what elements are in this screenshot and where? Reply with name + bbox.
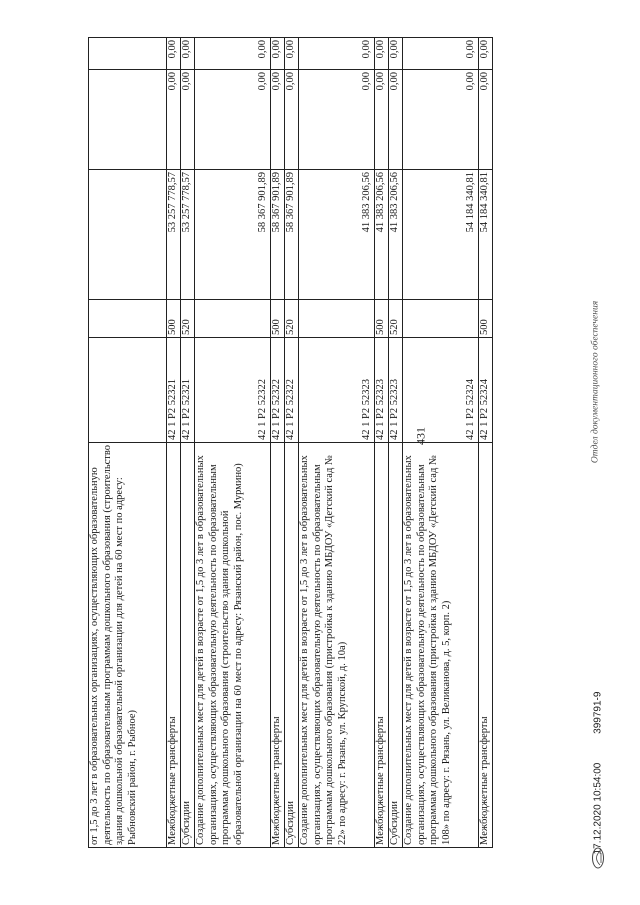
table-row bbox=[195, 38, 271, 848]
row-amount-3: 0,00 bbox=[181, 38, 195, 70]
row-name: Межбюджетные трансферты bbox=[167, 443, 181, 848]
table-row bbox=[167, 38, 181, 848]
row-amount-2 bbox=[89, 70, 167, 170]
row-amount-3: 0,00 bbox=[271, 38, 285, 70]
row-code: 42 1 P2 52323 bbox=[299, 338, 375, 443]
row-name: Субсидии bbox=[285, 443, 299, 848]
row-code: 42 1 P2 52321 bbox=[181, 338, 195, 443]
row-amount-2: 0,00 bbox=[403, 70, 479, 170]
table-row bbox=[285, 38, 299, 848]
row-amount-2: 0,00 bbox=[271, 70, 285, 170]
row-amount-2: 0,00 bbox=[195, 70, 271, 170]
row-name: Субсидии bbox=[181, 443, 195, 848]
row-amount-3 bbox=[89, 38, 167, 70]
row-type: 500 bbox=[271, 300, 285, 338]
table-row bbox=[479, 38, 493, 848]
row-code: 42 1 P2 52322 bbox=[195, 338, 271, 443]
row-code: 42 1 P2 52324 bbox=[479, 338, 493, 443]
row-code bbox=[89, 338, 167, 443]
row-amount-3: 0,00 bbox=[479, 38, 493, 70]
row-amount-1: 53 257 778,57 bbox=[181, 170, 195, 300]
table-row bbox=[403, 38, 479, 848]
row-amount-3: 0,00 bbox=[389, 38, 403, 70]
row-amount-1: 41 383 206,56 bbox=[299, 170, 375, 300]
row-amount-3: 0,00 bbox=[285, 38, 299, 70]
seal-icon bbox=[591, 846, 605, 870]
row-type: 500 bbox=[479, 300, 493, 338]
row-amount-3: 0,00 bbox=[167, 38, 181, 70]
row-name: Межбюджетные трансферты bbox=[479, 443, 493, 848]
row-type bbox=[403, 300, 479, 338]
row-amount-1: 58 367 901,89 bbox=[195, 170, 271, 300]
table-row bbox=[389, 38, 403, 848]
row-code: 42 1 P2 52321 bbox=[167, 338, 181, 443]
table-row bbox=[271, 38, 285, 848]
row-amount-1 bbox=[89, 170, 167, 300]
row-amount-2: 0,00 bbox=[479, 70, 493, 170]
row-amount-3: 0,00 bbox=[403, 38, 479, 70]
row-type: 520 bbox=[181, 300, 195, 338]
row-amount-1: 58 367 901,89 bbox=[285, 170, 299, 300]
row-amount-3: 0,00 bbox=[195, 38, 271, 70]
row-name: от 1,5 до 3 лет в образовательных организациях, осуществляющих образовательную деятельность по образовательным программам дошкольного образования (строительство здания дошкольной образовательной организации для детей на 60 мест по адресу: Рыбновский район, г. Рыбное) bbox=[89, 443, 167, 848]
row-amount-1: 53 257 778,57 bbox=[167, 170, 181, 300]
row-code: 42 1 P2 52323 bbox=[389, 338, 403, 443]
row-type bbox=[299, 300, 375, 338]
row-code: 42 1 P2 52324 bbox=[403, 338, 479, 443]
row-name: Межбюджетные трансферты bbox=[271, 443, 285, 848]
row-amount-2: 0,00 bbox=[389, 70, 403, 170]
row-type: 500 bbox=[167, 300, 181, 338]
table-row bbox=[181, 38, 195, 848]
table-row bbox=[89, 38, 167, 848]
row-amount-2: 0,00 bbox=[375, 70, 389, 170]
row-amount-1: 58 367 901,89 bbox=[271, 170, 285, 300]
table-row bbox=[299, 38, 375, 848]
row-type bbox=[195, 300, 271, 338]
row-amount-1: 54 184 340,81 bbox=[403, 170, 479, 300]
budget-table bbox=[88, 37, 493, 848]
row-amount-2: 0,00 bbox=[167, 70, 181, 170]
row-amount-1: 41 383 206,56 bbox=[375, 170, 389, 300]
row-amount-1: 54 184 340,81 bbox=[479, 170, 493, 300]
row-code: 42 1 P2 52322 bbox=[271, 338, 285, 443]
department-label: Отдел документационного обеспечения bbox=[590, 300, 601, 464]
row-type: 520 bbox=[285, 300, 299, 338]
row-amount-2: 0,00 bbox=[285, 70, 299, 170]
table-row bbox=[375, 38, 389, 848]
page-number: 431 bbox=[413, 427, 428, 445]
row-amount-3: 0,00 bbox=[299, 38, 375, 70]
row-amount-1: 41 383 206,56 bbox=[389, 170, 403, 300]
row-amount-2: 0,00 bbox=[181, 70, 195, 170]
row-name: Создание дополнительных мест для детей в возрасте от 1,5 до 3 лет в образовательных организациях, осуществляющих образовательную деятельность по образовательным программам дошкольного образования (пристройка к зданию МБДОУ «Детский сад № 22» по адресу: г. Рязань, ул. Крупской, д. 10а) bbox=[299, 443, 375, 848]
row-amount-3: 0,00 bbox=[375, 38, 389, 70]
document-id: 399791-9 bbox=[592, 691, 604, 734]
timestamp: 17.12.2020 10:54:00 bbox=[592, 762, 604, 855]
row-name: Субсидии bbox=[389, 443, 403, 848]
row-name: Создание дополнительных мест для детей в возрасте от 1,5 до 3 лет в образовательных организациях, осуществляющих образовательную деятельность по образовательным программам дошкольного образования (строительство здания дошкольной образовательной организации на 60 мест по адресу: Рязанский район, пос. Мурмино) bbox=[195, 443, 271, 848]
row-amount-2: 0,00 bbox=[299, 70, 375, 170]
row-code: 42 1 P2 52323 bbox=[375, 338, 389, 443]
document-stamp-line bbox=[593, 666, 604, 855]
row-name: Создание дополнительных мест для детей в возрасте от 1,5 до 3 лет в образовательных организациях, осуществляющих образовательную деятельность по образовательным программам дошкольного образования (пристройка к зданию МБДОУ «Детский сад № 108» по адресу: г. Рязань, ул. Великанова, д. 5, корп. 2) bbox=[403, 443, 479, 848]
row-type: 520 bbox=[389, 300, 403, 338]
row-type: 500 bbox=[375, 300, 389, 338]
row-type bbox=[89, 300, 167, 338]
row-name: Межбюджетные трансферты bbox=[375, 443, 389, 848]
row-code: 42 1 P2 52322 bbox=[285, 338, 299, 443]
